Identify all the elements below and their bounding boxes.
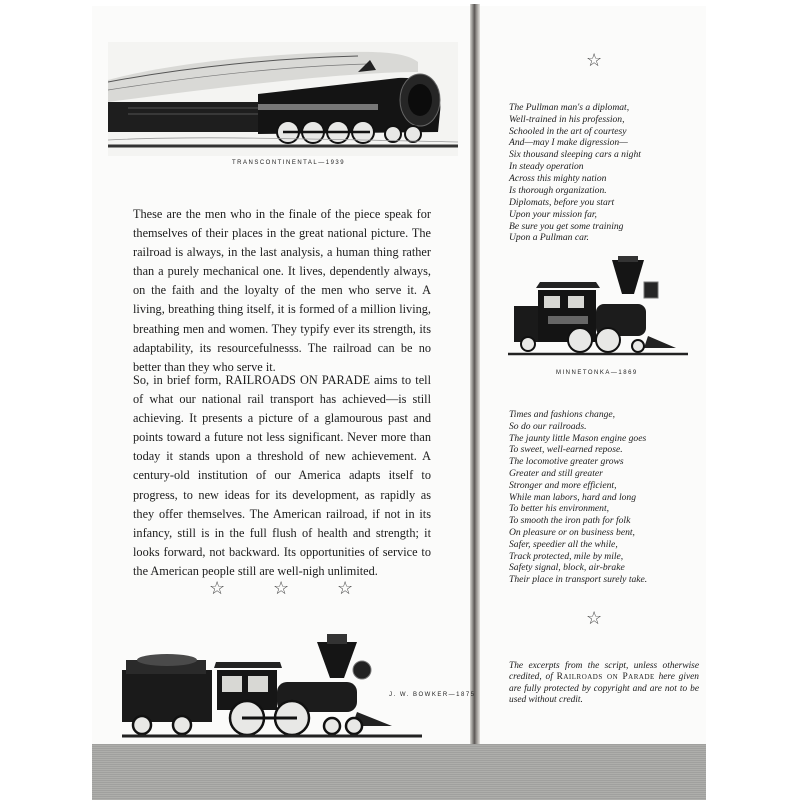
paragraph-railroads-on-parade: So, in brief form, RAILROADS ON PARADE aims to tell of what our national rail transport has achieved—is still achieving. It presents a picture of a glamourous past and points toward a future not less significant. Never more than today it stands upon a threshold of new achievement. A century-old institution of our America adapts itself to progress, to new ideas for its development, as rapidly as they offer themselves. The American railroad, if not in its infancy, still is in the full flush of health and strength; it looks forward, not backward. Its opportunities of service to the American people still are well-nigh unlimited.: [133, 373, 431, 578]
star-icon: ☆: [209, 578, 226, 598]
verse-line: Is thorough organization.: [509, 184, 607, 196]
verse-line: Safer, speedier all the while,: [509, 538, 618, 550]
verse-line: So do our railroads.: [509, 420, 587, 432]
book-spine: [470, 4, 480, 746]
verse-line: Their place in transport surely take.: [509, 574, 648, 586]
verse-line: Diplomats, before you start: [509, 197, 615, 208]
book-cover-cloth: [92, 744, 706, 800]
verse-line: To smooth the iron path for folk: [509, 515, 631, 527]
verse-line: Upon your mission far,: [509, 208, 597, 220]
verse-line: The jaunty little Mason engine goes: [509, 432, 647, 444]
bowker-caption: J. W. BOWKER—1875: [389, 692, 476, 698]
minnetonka-locomotive-illustration: [508, 254, 688, 362]
star-icon: ☆: [337, 578, 354, 598]
transcontinental-caption: TRANSCONTINENTAL—1939: [232, 160, 346, 166]
copyright-title: Railroads on Parade: [556, 672, 655, 683]
times-and-fashions-verse: [509, 409, 699, 586]
verse-line: Across this mighty nation: [509, 172, 607, 184]
verse-line: And—may I make digression—: [509, 137, 628, 149]
verse-line: While man labors, hard and long: [509, 491, 637, 503]
verse-line: Times and fashions change,: [509, 409, 616, 420]
verse-line: Track protected, mile by mile,: [509, 550, 624, 562]
minnetonka-caption: MINNETONKA—1869: [556, 370, 638, 376]
verse-line: Well-trained in his profession,: [509, 113, 625, 125]
verse-line: To sweet, well-earned repose.: [509, 444, 623, 456]
verse-line: On pleasure or on business bent,: [509, 526, 635, 538]
verse-line: The locomotive greater grows: [509, 456, 624, 468]
diplomats-verse: [509, 197, 699, 244]
star-icon: ☆: [586, 50, 603, 70]
verse-line: The Pullman man's a diplomat,: [509, 102, 630, 113]
verse-line: Be sure you get some training: [509, 220, 624, 232]
verse-line: Greater and still greater: [509, 467, 603, 479]
verse-line: Six thousand sleeping cars a night: [509, 149, 641, 161]
transcontinental-locomotive-illustration: [108, 42, 458, 156]
bowker-locomotive-illustration: [122, 630, 422, 742]
verse-line: Stronger and more efficient,: [509, 479, 617, 491]
star-icon: ☆: [273, 578, 290, 598]
copyright-text-start: The excerpts from the script, unless otherwise credited, of: [509, 661, 699, 683]
verse-line: Schooled in the art of courtesy: [509, 125, 627, 137]
verse-line: To better his environment,: [509, 503, 610, 515]
copyright-notice: [509, 661, 699, 707]
copyright-text-end: here given are fully protected by copyright and are not to be used without credit.: [509, 672, 699, 706]
pullman-verse: [509, 102, 699, 196]
verse-line: Safety signal, block, air-brake: [509, 562, 625, 574]
star-icon: ☆: [586, 608, 603, 628]
paragraph-railroad-men: These are the men who in the finale of the piece speak for themselves of their places in the great national picture. The railroad is always, in the last analysis, a human thing rather than a purely mechanical one. It lives, dependently always, on the faith and the loyalty of the men who serve it. A living, breathing thing itself, it is formed of a million living, breathing men and women. They typify ever its strength, its adaptability, its resourcefulnesss. The railroad can be no better than they who serve it.: [133, 207, 431, 374]
verse-line: Upon a Pullman car.: [509, 232, 589, 244]
verse-line: In steady operation: [509, 160, 584, 172]
